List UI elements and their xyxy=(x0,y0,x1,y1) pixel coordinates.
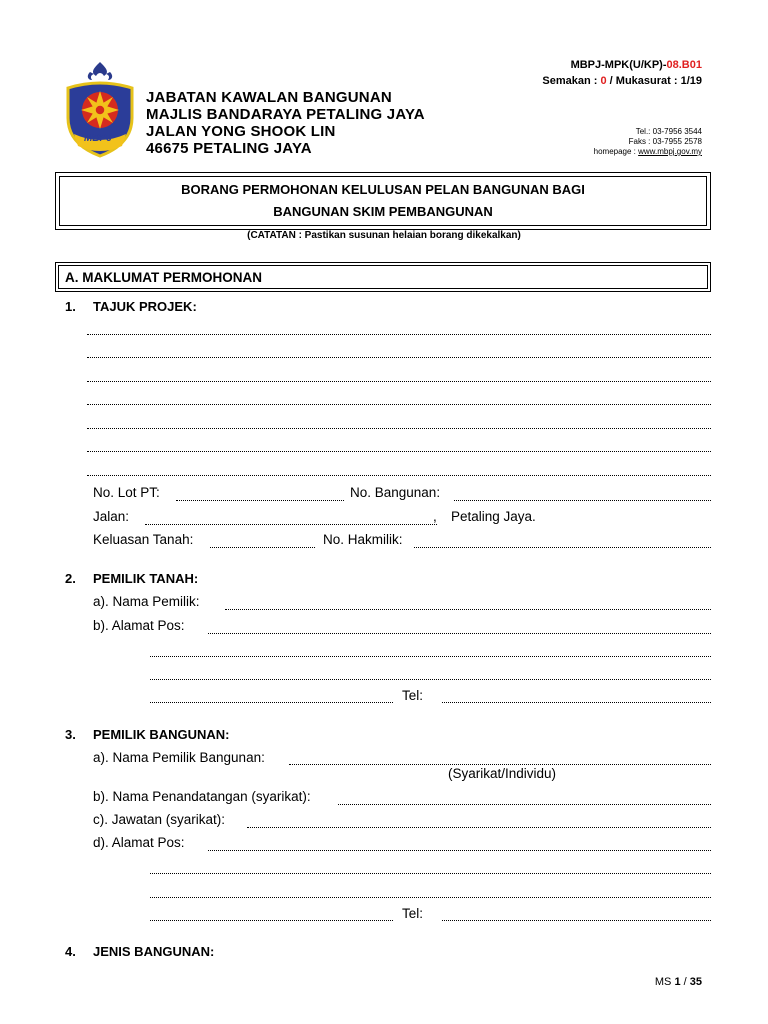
form-title-box xyxy=(55,172,711,230)
land-owner-address-line-2[interactable] xyxy=(150,656,711,657)
project-title-line-4[interactable] xyxy=(87,404,711,405)
q1-number: 1. xyxy=(65,299,76,314)
form-title-line-1: BORANG PERMOHONAN KELULUSAN PELAN BANGUNAN BAGI xyxy=(181,182,585,197)
building-owner-address-line-3[interactable] xyxy=(150,897,711,898)
current-page: 1 xyxy=(674,976,681,988)
building-owner-tel-field[interactable] xyxy=(442,920,711,921)
project-title-line-5[interactable] xyxy=(87,428,711,429)
ref-prefix: MBPJ-MPK(U/KP)- xyxy=(570,59,667,71)
org-name-line-1: JABATAN KAWALAN BANGUNAN xyxy=(146,89,392,106)
title-no-label: No. Hakmilik: xyxy=(323,532,403,547)
page-separator: / xyxy=(680,976,690,988)
org-address-line-1: JALAN YONG SHOOK LIN xyxy=(146,123,336,140)
building-owner-name-field[interactable] xyxy=(289,764,711,765)
page-number xyxy=(655,976,702,988)
form-title-line-2: BANGUNAN SKIM PEMBANGUNAN xyxy=(273,204,493,219)
revision-info xyxy=(542,75,702,87)
tel-number: Tel.: 03-7956 3544 xyxy=(635,127,702,136)
land-owner-address-line-1[interactable] xyxy=(208,633,711,634)
total-pages: 35 xyxy=(689,976,702,988)
land-area-field[interactable] xyxy=(210,547,315,548)
title-no-field[interactable] xyxy=(414,547,711,548)
logo-text: MBPJ xyxy=(84,133,112,144)
ms-label: MS xyxy=(654,976,675,988)
building-owner-address-line-2[interactable] xyxy=(150,873,711,874)
street-label: Jalan: xyxy=(93,509,130,524)
building-no-field[interactable] xyxy=(454,500,711,501)
q2-label: PEMILIK TANAH: xyxy=(93,571,199,586)
building-owner-tel-label: Tel: xyxy=(402,906,424,921)
position-label: c). Jawatan (syarikat): xyxy=(93,812,226,827)
org-name-line-2: MAJLIS BANDARAYA PETALING JAYA xyxy=(146,106,425,123)
fax-number: Faks : 03-7955 2578 xyxy=(628,137,702,146)
street-comma: , xyxy=(433,509,437,524)
q4-label: JENIS BANGUNAN: xyxy=(93,944,215,959)
building-owner-address-line-4[interactable] xyxy=(150,920,393,921)
street-field[interactable] xyxy=(145,524,437,525)
mukasurat-text: / Mukasurat : 1/19 xyxy=(606,75,702,87)
homepage-link[interactable]: www.mbpj.gov.my xyxy=(638,147,702,156)
mbpj-logo xyxy=(60,60,140,160)
semakan-value: 0 xyxy=(600,75,607,87)
project-title-line-7[interactable] xyxy=(87,475,711,476)
building-owner-name-label: a). Nama Pemilik Bangunan: xyxy=(93,750,265,765)
ref-code: 08.B01 xyxy=(666,59,702,71)
project-title-line-2[interactable] xyxy=(87,357,711,358)
lot-pt-field[interactable] xyxy=(176,500,344,501)
q4-number: 4. xyxy=(65,944,76,959)
land-area-label: Keluasan Tanah: xyxy=(93,532,194,547)
building-owner-type-hint: (Syarikat/Individu) xyxy=(448,766,557,781)
lot-pt-label: No. Lot PT: xyxy=(93,485,160,500)
city-label: Petaling Jaya. xyxy=(451,509,536,524)
land-owner-address-line-3[interactable] xyxy=(150,679,711,680)
position-field[interactable] xyxy=(247,827,711,828)
building-owner-address-line-1[interactable] xyxy=(208,850,711,851)
project-title-line-3[interactable] xyxy=(87,381,711,382)
section-a-title: A. MAKLUMAT PERMOHONAN xyxy=(65,269,262,285)
building-owner-address-label: d). Alamat Pos: xyxy=(93,835,185,850)
section-a-header xyxy=(55,262,711,292)
building-no-label: No. Bangunan: xyxy=(350,485,441,500)
land-owner-name-label: a). Nama Pemilik: xyxy=(93,594,200,609)
homepage xyxy=(594,147,702,156)
org-address-line-2: 46675 PETALING JAYA xyxy=(146,140,312,157)
q1-label: TAJUK PROJEK: xyxy=(93,299,197,314)
q2-number: 2. xyxy=(65,571,76,586)
form-note: (CATATAN : Pastikan susunan helaian borang dikekalkan) xyxy=(247,230,521,241)
q3-number: 3. xyxy=(65,727,76,742)
land-owner-name-field[interactable] xyxy=(225,609,711,610)
project-title-line-6[interactable] xyxy=(87,451,711,452)
signatory-name-field[interactable] xyxy=(338,804,711,805)
land-owner-tel-field[interactable] xyxy=(442,702,711,703)
land-owner-address-label: b). Alamat Pos: xyxy=(93,618,185,633)
land-owner-address-line-4[interactable] xyxy=(150,702,393,703)
semakan-label: Semakan : xyxy=(542,75,601,87)
homepage-label: homepage : xyxy=(593,147,639,156)
signatory-name-label: b). Nama Penandatangan (syarikat): xyxy=(93,789,311,804)
land-owner-tel-label: Tel: xyxy=(402,688,424,703)
project-title-line-1[interactable] xyxy=(87,334,711,335)
q3-label: PEMILIK BANGUNAN: xyxy=(93,727,230,742)
form-reference xyxy=(571,59,702,71)
